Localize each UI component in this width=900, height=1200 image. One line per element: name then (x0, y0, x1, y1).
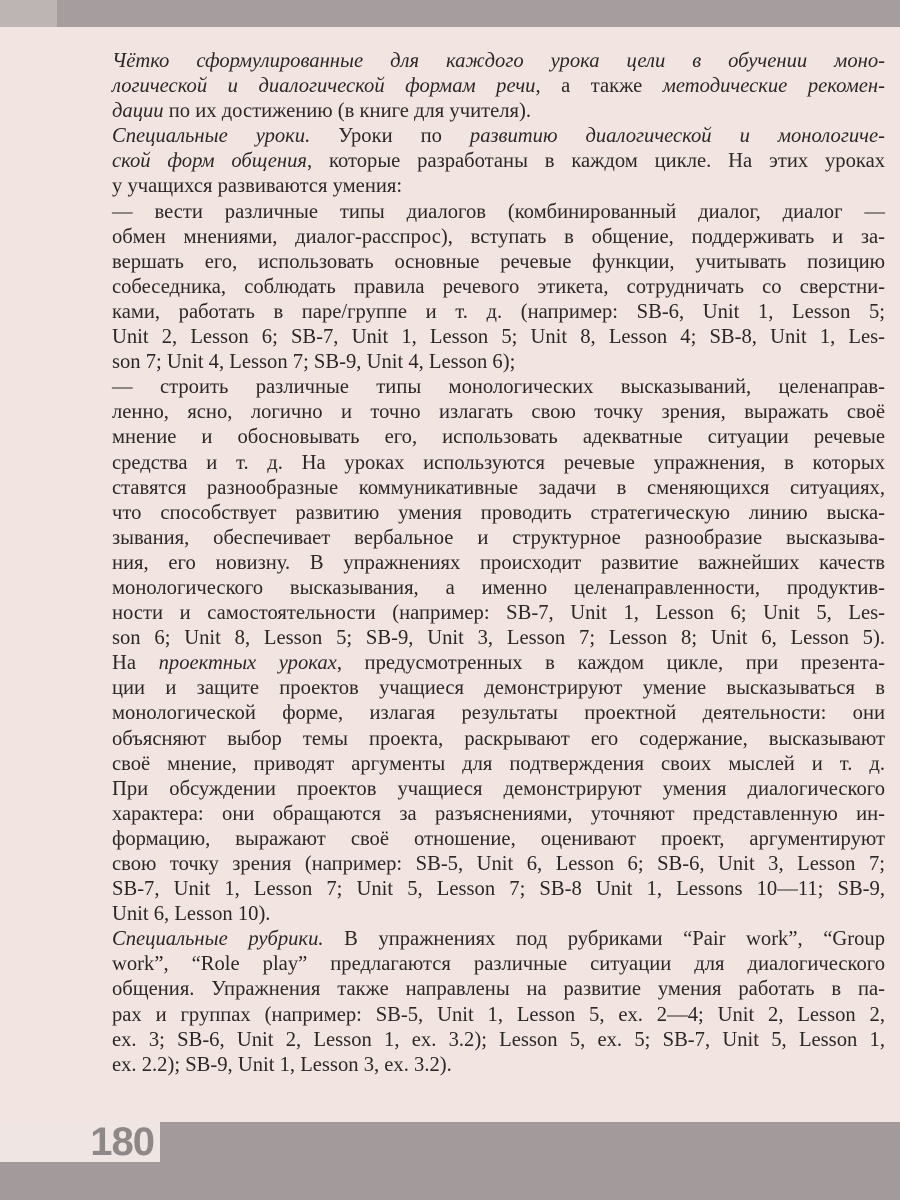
text-line (112, 425, 885, 450)
text-run: свою точку зрения (например: SB-5, Unit 6, Lesson 6; SB-6, Unit 3, Lesson 7; (112, 853, 885, 875)
text-run: формацию, выражают своё отношение, оценивают проект, аргументируют (112, 827, 885, 850)
text-run: work”, “Role play” предлагаются различные ситуации для диалогического (112, 953, 885, 976)
text-line (112, 1053, 885, 1078)
emphasis-text: дации (112, 100, 164, 123)
text-line (112, 952, 885, 977)
paragraph-first-line (112, 375, 885, 400)
text-run: ставятся разнообразные коммуникативные задачи в сменяющихся ситуациях, (112, 476, 885, 499)
paragraph-first-line (112, 651, 885, 676)
paragraph-first-line (112, 124, 885, 149)
text-line (112, 300, 885, 325)
text-line (112, 400, 885, 425)
text-run: собеседника, соблюдать правила речевого этикета, сотрудничать со сверстни- (112, 275, 885, 298)
text-run: ности и самостоятельности (например: SB-7, Unit 1, Lesson 6; Unit 5, Les- (112, 602, 885, 625)
text-run: что способствует развитию умения проводить стратегическую линию выска- (112, 501, 885, 524)
text-line (112, 526, 885, 551)
text-run: , которые разработаны в каждом цикле. На этих уроках (307, 150, 886, 173)
header-band-margin (0, 0, 57, 27)
emphasis-text: логической и диалогической формам речи (112, 75, 536, 98)
text-line (112, 325, 885, 350)
text-line (112, 501, 885, 526)
text-line (112, 852, 885, 877)
text-line (112, 225, 885, 250)
text-run: На (112, 652, 159, 675)
text-line (112, 451, 885, 476)
text-run: объясняют выбор темы проекта, раскрывают его содержание, высказывают (112, 727, 885, 750)
text-run: SB-7, Unit 1, Lesson 7; Unit 5, Lesson 7; SB-8 Unit 1, Lessons 10—11; SB-9, (112, 878, 885, 901)
text-run: ния, его новизну. В упражнениях происходит развитие важнейших качеств (112, 551, 885, 574)
text-line (112, 601, 885, 626)
text-run: Unit 2, Lesson 6; SB-7, Unit 1, Lesson 5; Unit 8, Lesson 4; SB-8, Unit 1, Les- (112, 326, 885, 349)
text-line (112, 827, 885, 852)
header-band (0, 0, 900, 27)
text-run: у учащихся развиваются умения: (112, 175, 403, 198)
text-line (112, 752, 885, 777)
text-line (112, 74, 885, 99)
emphasis-text: Специальные рубрики. (112, 928, 324, 951)
text-line (112, 727, 885, 752)
text-run: Уроки по (310, 125, 470, 148)
text-line (112, 476, 885, 501)
text-run: зывания, обеспечивает вербальное и структурное разнообразие высказыва- (112, 526, 885, 549)
text-run: рах и группах (например: SB-5, Unit 1, Lesson 5, ex. 2—4; Unit 2, Lesson 2, (112, 1003, 885, 1026)
text-run: ками, работать в паре/группе и т. д. (например: SB-6, Unit 1, Lesson 5; (112, 300, 885, 323)
text-line (112, 877, 885, 902)
body-text (112, 49, 885, 1078)
text-line (112, 99, 885, 124)
text-run: В упражнениях под рубриками “Pair work”, “Group (323, 928, 885, 951)
text-run: son 6; Unit 8, Lesson 5; SB-9, Unit 3, Lesson 7; Lesson 8; Unit 6, Lesson 5). (112, 627, 885, 650)
paragraph-first-line (112, 927, 885, 952)
text-line (112, 576, 885, 601)
text-line (112, 174, 885, 199)
text-run: средства и т. д. На уроках используются речевые упражнения, в которых (112, 451, 885, 474)
text-run: ex. 2.2); SB-9, Unit 1, Lesson 3, ex. 3.2). (112, 1053, 452, 1076)
text-line (112, 977, 885, 1002)
text-run: Unit 6, Lesson 10). (112, 903, 271, 926)
text-run: общения. Упражнения также направлены на развитие умения работать в па- (112, 978, 885, 1001)
emphasis-text: методические рекомен- (662, 75, 885, 98)
text-run: обмен мнениями, диалог-расспрос), вступать в общение, поддерживать и за- (112, 225, 885, 248)
text-run: характера: они обращаются за разъяснениями, уточняют представленную ин- (112, 802, 885, 825)
emphasis-text: ской форм общения (112, 150, 308, 173)
text-line (112, 551, 885, 576)
text-run: , а также (535, 75, 663, 98)
text-run: — строить различные типы монологических высказываний, целенаправ- (112, 376, 885, 399)
text-run: ex. 3; SB-6, Unit 2, Lesson 1, ex. 3.2); Lesson 5, ex. 5; SB-7, Unit 5, Lesson 1, (112, 1028, 885, 1051)
text-run: ции и защите проектов учащиеся демонстрируют умение высказываться в (112, 677, 885, 700)
text-line (112, 1003, 885, 1028)
paragraph-first-line (112, 49, 885, 74)
text-run: по их достижению (в книге для учителя). (163, 100, 531, 123)
text-run: монологического высказывания, а именно целенаправленности, продуктив- (112, 576, 885, 599)
text-line (112, 701, 885, 726)
text-line (112, 626, 885, 651)
text-line (112, 149, 885, 174)
page-number-box (0, 1122, 160, 1162)
text-run: ленно, ясно, логично и точно излагать свою точку зрения, выражать своё (112, 401, 885, 424)
paragraph-first-line (112, 200, 885, 225)
text-run: , предусмотренных в каждом цикле, при презента- (336, 652, 885, 675)
text-run: своё мнение, приводят аргументы для подтверждения своих мыслей и т. д. (112, 752, 885, 775)
text-run: мнение и обосновывать его, использовать адекватные ситуации речевые (112, 426, 885, 449)
text-line (112, 676, 885, 701)
text-line (112, 1028, 885, 1053)
page-number: 180 (90, 1120, 154, 1164)
emphasis-text: Чётко сформулированные для каждого урока цели в обучении моно- (112, 50, 885, 72)
emphasis-text: Специальные уроки. (112, 125, 311, 148)
text-line (112, 902, 885, 927)
text-line (112, 250, 885, 275)
emphasis-text: развитию диалогической и монологиче- (469, 125, 885, 148)
emphasis-text: проектных уроках (158, 652, 337, 675)
text-line (112, 275, 885, 300)
text-line (112, 777, 885, 802)
text-run: вершать его, использовать основные речевые функции, учитывать позицию (112, 250, 885, 273)
text-run: монологической форме, излагая результаты проектной деятельности: они (112, 702, 885, 725)
text-run: son 7; Unit 4, Lesson 7; SB-9, Unit 4, Lesson 6); (112, 351, 516, 374)
text-line (112, 802, 885, 827)
text-run: — вести различные типы диалогов (комбинированный диалог, диалог — (112, 200, 885, 223)
text-run: При обсуждении проектов учащиеся демонстрируют умения диалогического (112, 777, 885, 800)
text-line (112, 350, 885, 375)
